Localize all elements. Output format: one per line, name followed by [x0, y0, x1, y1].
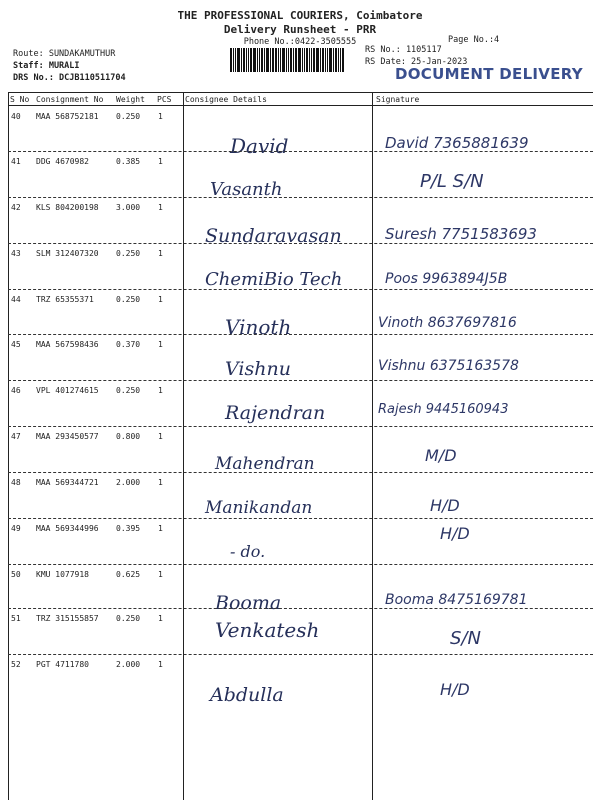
row-weight: 2.000: [116, 478, 141, 487]
row-sno: 41: [11, 157, 21, 166]
row-weight: 0.395: [116, 524, 141, 533]
row-sno: 42: [11, 203, 21, 212]
rs-date: RS Date: 25-Jan-2023: [365, 57, 468, 67]
row-pcs: 1: [158, 478, 163, 487]
row-divider: [8, 426, 593, 427]
row-weight: 0.250: [116, 614, 141, 623]
row-sno: 48: [11, 478, 21, 487]
row-divider: [8, 654, 593, 655]
row-divider: [8, 518, 593, 519]
row-consignee: Abdulla: [210, 684, 284, 706]
row-consignee: Vasanth: [210, 179, 283, 200]
column-divider: [183, 92, 184, 800]
row-weight: 0.370: [116, 340, 141, 349]
row-signature: Suresh 7751583693: [385, 225, 537, 243]
row-sno: 44: [11, 295, 21, 304]
row-weight: 2.000: [116, 660, 141, 669]
document-delivery-stamp: DOCUMENT DELIVERY: [395, 65, 583, 83]
row-pcs: 1: [158, 570, 163, 579]
row-signature: Poos 9963894J5B: [385, 271, 508, 287]
row-signature: David 7365881639: [385, 134, 529, 152]
row-signature: H/D: [440, 680, 470, 699]
row-signature: Vishnu 6375163578: [378, 358, 519, 374]
row-sno: 46: [11, 386, 21, 395]
row-consignment: KMU 1077918: [36, 570, 89, 579]
row-divider: [8, 243, 593, 244]
column-divider: [372, 92, 373, 800]
row-pcs: 1: [158, 249, 163, 258]
row-weight: 3.000: [116, 203, 141, 212]
row-pcs: 1: [158, 203, 163, 212]
row-sno: 45: [11, 340, 21, 349]
row-consignment: MAA 567598436: [36, 340, 99, 349]
row-consignee: Sundaravasan: [205, 225, 342, 247]
company-name: THE PROFESSIONAL COURIERS, Coimbatore: [177, 9, 423, 22]
row-weight: 0.250: [116, 386, 141, 395]
row-pcs: 1: [158, 112, 163, 121]
row-sno: 52: [11, 660, 21, 669]
row-pcs: 1: [158, 157, 163, 166]
row-weight: 0.250: [116, 249, 141, 258]
col-consignment: Consignment No: [36, 95, 104, 104]
row-consignment: MAA 568752181: [36, 112, 99, 121]
col-signature: Signature: [376, 95, 420, 104]
row-pcs: 1: [158, 295, 163, 304]
row-weight: 0.625: [116, 570, 141, 579]
row-consignee: David: [230, 134, 289, 158]
row-sno: 43: [11, 249, 21, 258]
route-label: Route: SUNDAKAMUTHUR: [13, 49, 116, 59]
row-divider: [8, 472, 593, 473]
drs-number: DRS No.: DCJB110511704: [13, 73, 126, 83]
row-divider: [8, 380, 593, 381]
row-divider: [8, 608, 593, 609]
row-consignee: Venkatesh: [215, 618, 320, 642]
col-pcs: PCS: [157, 95, 172, 104]
row-weight: 0.250: [116, 112, 141, 121]
row-signature: Rajesh 9445160943: [378, 402, 509, 417]
row-signature: S/N: [450, 628, 481, 649]
row-consignee: Vinoth: [225, 315, 292, 339]
row-consignment: TRZ 65355371: [36, 295, 94, 304]
phone-number: Phone No.:0422-3505555: [243, 37, 357, 47]
row-divider: [8, 289, 593, 290]
row-weight: 0.800: [116, 432, 141, 441]
row-pcs: 1: [158, 432, 163, 441]
row-consignment: SLM 312407320: [36, 249, 99, 258]
row-consignee: - do.: [230, 542, 266, 561]
row-consignee: Vishnu: [225, 358, 291, 380]
row-consignee: Mahendran: [215, 454, 315, 474]
row-signature: Vinoth 8637697816: [378, 315, 517, 331]
row-divider: [8, 564, 593, 565]
row-sno: 51: [11, 614, 21, 623]
row-sno: 50: [11, 570, 21, 579]
row-sno: 40: [11, 112, 21, 121]
row-consignment: MAA 569344996: [36, 524, 99, 533]
row-weight: 0.250: [116, 295, 141, 304]
row-divider: [8, 151, 593, 152]
table-top-border: [8, 92, 593, 93]
row-divider: [8, 334, 593, 335]
header-bottom-border: [8, 105, 593, 106]
row-consignment: VPL 401274615: [36, 386, 99, 395]
row-signature: M/D: [425, 446, 457, 465]
row-signature: H/D: [430, 496, 460, 515]
page-number: Page No.:4: [448, 35, 500, 45]
row-divider: [8, 197, 593, 198]
staff-label: Staff: MURALI: [13, 61, 80, 71]
barcode-icon: [230, 48, 360, 72]
row-consignment: PGT 4711780: [36, 660, 89, 669]
row-consignment: DDG 4670982: [36, 157, 89, 166]
row-pcs: 1: [158, 614, 163, 623]
row-pcs: 1: [158, 660, 163, 669]
col-sno: S No: [10, 95, 30, 104]
col-weight: Weight: [116, 95, 145, 104]
row-sno: 49: [11, 524, 21, 533]
row-consignee: ChemiBio Tech: [205, 269, 343, 290]
row-signature: H/D: [440, 524, 470, 543]
row-signature: Booma 8475169781: [385, 592, 528, 608]
row-consignment: MAA 569344721: [36, 478, 99, 487]
col-consignee: Consignee Details: [185, 95, 267, 104]
row-signature: P/L S/N: [420, 171, 484, 192]
row-consignment: TRZ 315155857: [36, 614, 99, 623]
row-pcs: 1: [158, 386, 163, 395]
runsheet-title: Delivery Runsheet - PRR: [223, 23, 377, 36]
row-sno: 47: [11, 432, 21, 441]
row-consignee: Booma: [215, 592, 282, 614]
row-pcs: 1: [158, 340, 163, 349]
row-consignee: Rajendran: [225, 402, 326, 424]
row-weight: 0.385: [116, 157, 141, 166]
rs-number: RS No.: 1105117: [365, 45, 442, 55]
row-consignment: KLS 804200198: [36, 203, 99, 212]
row-consignment: MAA 293450577: [36, 432, 99, 441]
row-pcs: 1: [158, 524, 163, 533]
row-consignee: Manikandan: [205, 498, 313, 518]
column-divider: [8, 92, 9, 800]
